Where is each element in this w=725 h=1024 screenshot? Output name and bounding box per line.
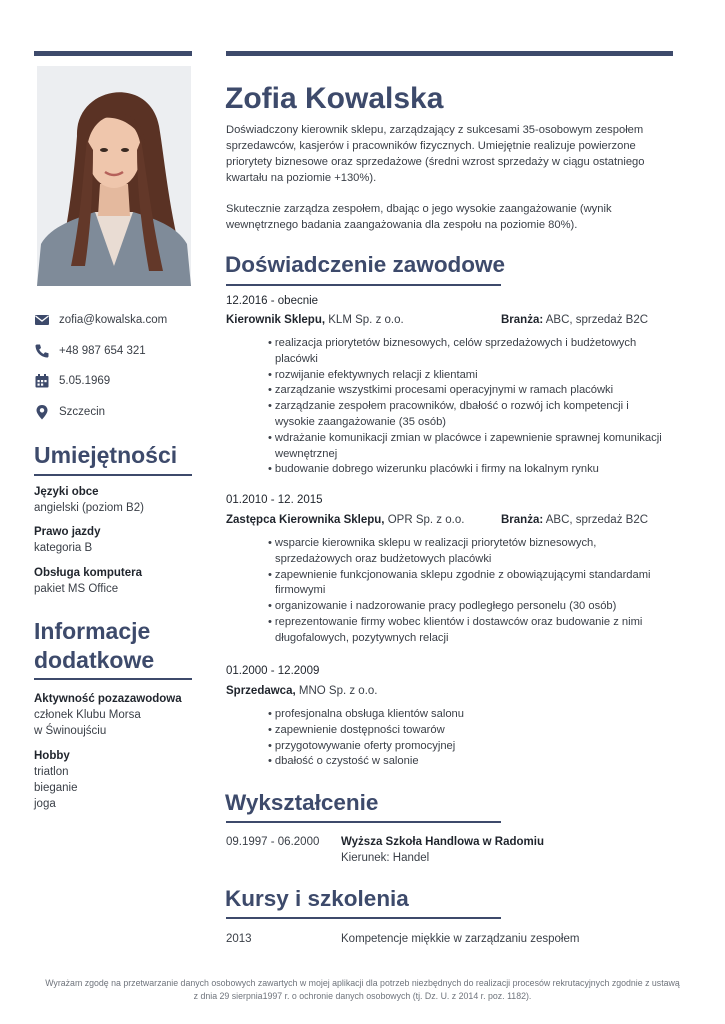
duty-item: • profesjonalna obsługa klientów salonu [268, 707, 668, 723]
activity-block [34, 691, 204, 739]
course-year: 2013 [226, 933, 252, 945]
skill-languages [34, 484, 204, 516]
duty-item: • zapewnienie funkcjonowania sklepu zgodnie z obowiązującymi standardami firmowymi [268, 568, 668, 600]
job-dates: 01.2010 - 12. 2015 [226, 494, 323, 506]
person-name: Zofia Kowalska [225, 82, 444, 115]
job-industry [501, 314, 648, 326]
activity-line: w Świnoujściu [34, 725, 107, 737]
duty-item: • realizacja priorytetów biznesowych, celów sprzedażowych i budżetowych placówki [268, 336, 668, 368]
duty-item: • zarządzanie wszystkimi procesami operacyjnymi w ramach placówki [268, 383, 668, 399]
phone-text: +48 987 654 321 [59, 345, 146, 357]
gdpr-consent-clause [30, 977, 695, 1003]
hobby-item: bieganie [34, 782, 78, 794]
skill-driving-license [34, 524, 204, 556]
consent-line: z dnia 29 sierpnia1997 r. o ochronie danych osobowych (tj. Dz. U. z 2014 r. poz. 1182). [193, 991, 532, 1001]
contact-city [34, 402, 204, 422]
industry-label: Branża: [501, 514, 544, 526]
experience-heading: Doświadczenie zawodowe [225, 252, 506, 277]
left-top-rule [34, 51, 192, 56]
duty-item: • dbałość o czystość w salonie [268, 754, 668, 770]
email-text: zofia@kowalska.com [59, 314, 168, 326]
additional-heading [34, 617, 154, 675]
education-heading-rule [226, 821, 501, 823]
experience-heading-rule [226, 284, 501, 286]
right-top-rule [226, 51, 673, 56]
duty-item: • reprezentowanie firmy wobec klientów i dostawców oraz budowanie z nimi długofalowych, pozytywnych relacji [268, 615, 668, 647]
job-company: KLM Sp. z o.o. [328, 314, 404, 326]
job-role [226, 685, 377, 697]
education-dates: 09.1997 - 06.2000 [226, 836, 320, 848]
city-text: Szczecin [59, 406, 106, 418]
education-heading: Wykształcenie [225, 790, 379, 815]
duty-item: • rozwijanie efektywnych relacji z klientami [268, 368, 668, 384]
profile-photo [37, 66, 191, 286]
job-role [226, 314, 404, 326]
courses-heading-rule [226, 917, 501, 919]
job-duties-list [268, 536, 668, 647]
skills-heading-rule [34, 474, 192, 476]
skill-value: angielski (poziom B2) [34, 502, 144, 514]
job-dates: 12.2016 - obecnie [226, 295, 319, 307]
phone-icon [34, 343, 50, 359]
activity-label: Aktywność pozazawodowa [34, 693, 182, 705]
job-title: Kierownik Sklepu, [226, 314, 326, 326]
skill-value: kategoria B [34, 542, 93, 554]
skill-label: Prawo jazdy [34, 526, 101, 538]
job-duties-list [268, 707, 668, 770]
courses-heading: Kursy i szkolenia [225, 886, 409, 911]
contact-phone[interactable] [34, 341, 204, 361]
industry-value: ABC, sprzedaż B2C [545, 514, 649, 526]
activity-line: członek Klubu Morsa [34, 709, 141, 721]
duty-item: • budowanie dobrego wizerunku placówki i firmy na lokalnym rynku [268, 462, 668, 478]
skills-heading: Umiejętności [34, 442, 178, 468]
duty-item: • zarządzanie zespołem pracowników, dbałość o rozwój ich kompetencji i wysokie zaangażowanie (35 osób) [268, 399, 668, 431]
skill-value: pakiet MS Office [34, 583, 119, 595]
education-school: Wyższa Szkoła Handlowa w Radomiu [341, 836, 544, 848]
job-industry [501, 514, 648, 526]
duty-item: • przygotowywanie oferty promocyjnej [268, 739, 668, 755]
additional-heading-line1: Informacje [34, 618, 151, 644]
duty-item: • wsparcie kierownika sklepu w realizacji priorytetów biznesowych, sprzedażowych oraz budżetowych placówki [268, 536, 668, 568]
duty-item: • zapewnienie dostępności towarów [268, 723, 668, 739]
birthdate-text: 5.05.1969 [59, 375, 111, 387]
contact-email[interactable] [34, 310, 204, 330]
summary-paragraph-1: Doświadczony kierownik sklepu, zarządzający z sukcesami 35-osobowym zespołem sprzedawców, kasjerów i pracowników fizycznych. Umiejętnie realizuje powierzone priorytety biznesowe oraz sprzedażowe (średni wzrost sprzedaży w ciągu ostatniego kwartału na poziomie +130%). [226, 124, 645, 184]
industry-value: ABC, sprzedaż B2C [545, 314, 649, 326]
job-company: MNO Sp. z o.o. [298, 685, 378, 697]
skill-label: Obsługa komputera [34, 567, 142, 579]
job-title: Sprzedawca, [226, 685, 296, 697]
hobby-item: triatlon [34, 766, 69, 778]
duty-item: • wdrażanie komunikacji zmian w placówce i zapewnienie sprawnej komunikacji wewnętrznej [268, 431, 668, 463]
job-role [226, 514, 464, 526]
education-field: Kierunek: Handel [341, 852, 430, 864]
skill-computer [34, 565, 204, 597]
job-title: Zastępca Kierownika Sklepu, [226, 514, 385, 526]
location-pin-icon [34, 404, 50, 420]
hobby-item: joga [34, 798, 56, 810]
hobby-label: Hobby [34, 750, 70, 762]
calendar-icon [34, 373, 50, 389]
skill-label: Języki obce [34, 486, 99, 498]
course-name: Kompetencje miękkie w zarządzaniu zespołem [341, 933, 580, 945]
consent-line: Wyrażam zgodę na przetwarzanie danych osobowych zawartych w mojej aplikacji dla potrzeb niezbędnych do realizacji procesów rekrutacyjnych zgodnie z ustawą [45, 978, 680, 988]
summary-paragraph-2: Skutecznie zarządza zespołem, dbając o jego wysokie zaangażowanie (wynik wewnętrznego badania zaangażowania dla zespołu na poziomie 80%). [226, 203, 612, 231]
additional-heading-rule [34, 678, 192, 680]
envelope-icon [34, 312, 50, 328]
additional-heading-line2: dodatkowe [34, 647, 155, 673]
hobby-block [34, 748, 204, 812]
job-dates: 01.2000 - 12.2009 [226, 665, 320, 677]
contact-birthdate [34, 371, 204, 391]
job-duties-list [268, 336, 668, 478]
duty-item: • organizowanie i nadzorowanie pracy podległego personelu (30 osób) [268, 599, 668, 615]
industry-label: Branża: [501, 314, 544, 326]
job-company: OPR Sp. z o.o. [387, 514, 465, 526]
